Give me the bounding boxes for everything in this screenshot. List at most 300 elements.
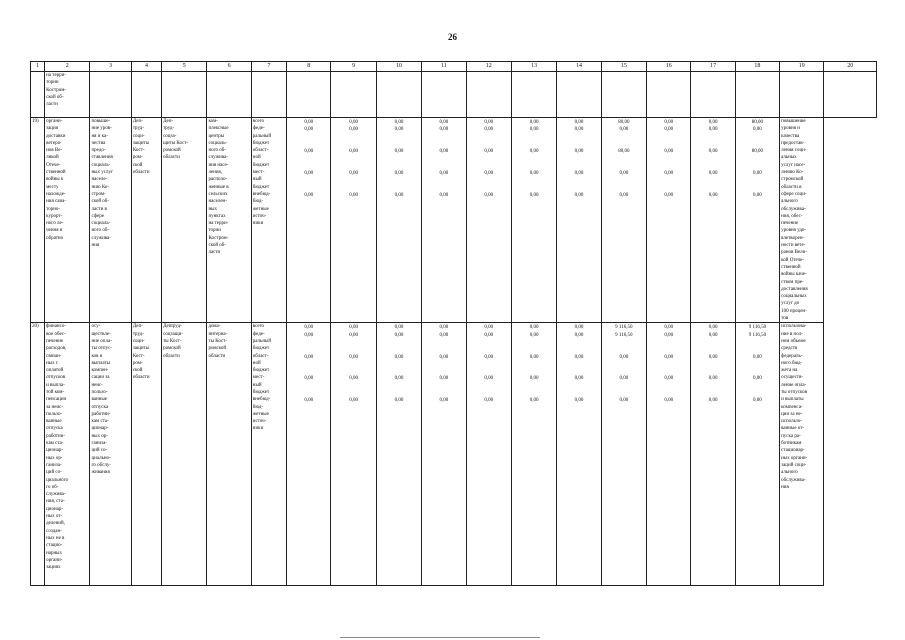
table-cell bbox=[824, 72, 877, 118]
column-header: 18 bbox=[735, 62, 779, 72]
value-cell bbox=[511, 118, 556, 323]
cell-line: ного об- bbox=[91, 228, 110, 234]
cell-line: отпуска bbox=[91, 404, 109, 410]
cell-line: центры bbox=[208, 133, 225, 139]
cell-line: расходов, bbox=[46, 346, 67, 352]
funding-value: 0,00 bbox=[708, 120, 718, 125]
cell-line: ванные bbox=[46, 419, 62, 425]
cell-line: войны к bbox=[46, 177, 64, 183]
value-cell bbox=[422, 118, 466, 323]
cell-line: служива- bbox=[208, 155, 228, 161]
column-header: 19 bbox=[780, 62, 824, 72]
cell-line: защиты bbox=[132, 140, 150, 146]
funding-value: 0,00 bbox=[304, 376, 314, 382]
cell-line: ральный bbox=[252, 133, 272, 139]
cell-line: ных bbox=[208, 206, 217, 212]
text-cell-col2 bbox=[45, 118, 90, 323]
cell-line: труд- bbox=[132, 126, 144, 132]
funding-value: 0,00 bbox=[619, 127, 629, 133]
cell-line: ной bbox=[252, 360, 261, 366]
value-cell bbox=[422, 323, 466, 586]
cell-line: пользо- bbox=[91, 389, 108, 395]
cell-line: ния bbox=[91, 243, 100, 249]
funding-value: 0,00 bbox=[529, 325, 539, 331]
cell-line: Кост- bbox=[132, 148, 145, 154]
cell-line: сфере соци- bbox=[781, 191, 807, 197]
cell-line: работни- bbox=[91, 411, 111, 417]
cell-line: плексные bbox=[208, 126, 229, 132]
cell-line: стацио- bbox=[46, 543, 63, 549]
cell-line: ласти в bbox=[91, 206, 107, 212]
cell-line: ванные bbox=[91, 397, 107, 403]
cell-line: зациях bbox=[46, 565, 61, 571]
cell-line: ботникам bbox=[781, 441, 802, 447]
cell-line: ской об- bbox=[208, 243, 226, 249]
funding-value: 80,00 bbox=[751, 149, 764, 155]
funding-value: 0,00 bbox=[484, 332, 494, 338]
value-cell bbox=[511, 323, 556, 586]
funding-value: 0,00 bbox=[664, 171, 674, 177]
cell-line: и выплаты bbox=[781, 397, 804, 403]
table-cell bbox=[466, 72, 511, 118]
funding-value: 0,00 bbox=[708, 332, 718, 338]
item-number bbox=[31, 323, 45, 586]
cell-line: ством пре- bbox=[781, 279, 804, 285]
cell-line: ромской bbox=[208, 346, 227, 352]
cell-line: войны каче- bbox=[781, 272, 807, 278]
cell-line: ставления bbox=[91, 155, 113, 161]
table-cell bbox=[45, 72, 90, 118]
value-cell bbox=[376, 118, 421, 323]
column-header: 4 bbox=[131, 62, 161, 72]
cell-line: Депtруд- bbox=[163, 324, 182, 330]
cell-line: внебюд- bbox=[252, 191, 271, 197]
cell-line: социаль- bbox=[91, 221, 111, 227]
funding-value: 0,00 bbox=[753, 171, 762, 177]
value-cell bbox=[735, 323, 779, 586]
value-cell bbox=[557, 118, 601, 323]
cell-line: ласти bbox=[46, 102, 58, 108]
cell-line: на терри- bbox=[208, 221, 229, 227]
cell-line: вое обес- bbox=[46, 331, 66, 337]
cell-line: бюд- bbox=[252, 199, 264, 205]
cell-line: циального bbox=[46, 477, 69, 483]
column-header: 15 bbox=[601, 62, 646, 72]
funding-value: 0,00 bbox=[484, 149, 494, 155]
cell-line: финансо- bbox=[46, 324, 66, 330]
cell-line: ных ор- bbox=[46, 455, 63, 461]
cell-line: влетворен- bbox=[781, 235, 805, 241]
cell-line: повыше- bbox=[91, 119, 111, 124]
cell-line: труд- bbox=[132, 331, 144, 337]
funding-value: 0,00 bbox=[394, 354, 404, 360]
value-cell bbox=[691, 323, 735, 586]
table-cell bbox=[31, 72, 45, 118]
funding-value: 0,00 bbox=[394, 127, 404, 133]
table-cell bbox=[287, 72, 331, 118]
table-cell bbox=[90, 72, 131, 118]
cell-line: бюджет bbox=[252, 162, 270, 168]
funding-value: 0,00 bbox=[439, 398, 449, 404]
cell-line: социальных bbox=[781, 294, 807, 300]
header-row bbox=[31, 62, 877, 72]
funding-value: 0,00 bbox=[349, 120, 358, 125]
cell-line: ветера- bbox=[46, 140, 62, 146]
cell-line: ного ле- bbox=[46, 221, 64, 227]
continuation-row bbox=[31, 72, 877, 118]
funding-value: 0,00 bbox=[304, 149, 314, 155]
table-cell bbox=[331, 72, 376, 118]
cell-line: соцзащи- bbox=[163, 331, 183, 337]
column-header: 8 bbox=[287, 62, 331, 72]
cell-line: ления, bbox=[208, 170, 223, 176]
cell-line: феде- bbox=[252, 331, 265, 337]
funding-value: 0,00 bbox=[619, 354, 629, 360]
funding-value: 0,00 bbox=[708, 325, 718, 331]
cell-line: ласти bbox=[208, 250, 221, 256]
column-header: 16 bbox=[647, 62, 691, 72]
cell-line: област- bbox=[252, 353, 269, 359]
cell-line: кам ста- bbox=[46, 441, 64, 447]
cell-line: ской об- bbox=[46, 94, 64, 100]
funding-value: 0,00 bbox=[574, 149, 584, 155]
cell-line: компенса- bbox=[781, 404, 803, 410]
cell-line: доставления bbox=[781, 286, 808, 292]
column-header: 5 bbox=[162, 62, 207, 72]
cell-line: использова- bbox=[781, 324, 807, 330]
cell-line: нов Ве- bbox=[46, 148, 63, 154]
cell-line: предо- bbox=[91, 148, 106, 154]
funding-value: 0,00 bbox=[484, 193, 494, 198]
cell-line: ской об- bbox=[91, 199, 110, 205]
value-cell bbox=[466, 118, 511, 323]
column-header: 12 bbox=[466, 62, 511, 72]
cell-line: населе- bbox=[91, 177, 108, 183]
column-header: 9 bbox=[331, 62, 376, 72]
cell-line: нарных bbox=[46, 550, 63, 556]
cell-line: повышение bbox=[781, 119, 806, 124]
cell-line: ванные от- bbox=[781, 426, 805, 432]
value-cell bbox=[735, 118, 779, 323]
funding-value: 0,00 bbox=[619, 398, 629, 404]
funding-value: 0,00 bbox=[529, 354, 539, 360]
cell-line: ционар- bbox=[46, 448, 64, 454]
cell-line: средств bbox=[781, 346, 798, 352]
cell-line: соци- bbox=[132, 133, 145, 139]
text-cell-col5 bbox=[162, 323, 207, 586]
cell-line: и выпла- bbox=[46, 382, 65, 388]
cell-line: ты Кост- bbox=[208, 338, 228, 344]
cell-line: торно- bbox=[46, 206, 61, 212]
funding-value: 0,00 bbox=[753, 398, 762, 404]
cell-line: жетные bbox=[252, 206, 269, 212]
cell-line: ской bbox=[132, 368, 143, 374]
funding-value: 0,00 bbox=[439, 325, 449, 331]
funding-value: 0,00 bbox=[529, 171, 539, 177]
cell-line: использо- bbox=[781, 419, 803, 425]
cell-line: феде- bbox=[252, 126, 265, 132]
cell-line: живания bbox=[91, 470, 110, 476]
cell-line: ление опла- bbox=[781, 382, 807, 388]
funding-value: 0,00 bbox=[349, 149, 358, 155]
funding-value: 0,00 bbox=[619, 193, 629, 198]
cell-line: осуществ- bbox=[781, 375, 804, 381]
value-cell bbox=[601, 118, 646, 323]
funding-value: 0,00 bbox=[529, 376, 539, 382]
cell-line: печение bbox=[781, 221, 799, 227]
table-cell bbox=[162, 72, 207, 118]
cell-line: щиты Кост- bbox=[163, 140, 189, 146]
funding-value: 0,00 bbox=[484, 354, 494, 360]
table-cell bbox=[780, 72, 824, 118]
cell-line: ственной bbox=[46, 170, 66, 176]
value-cell bbox=[331, 118, 376, 323]
cell-line: области bbox=[163, 353, 180, 359]
cell-line: источ- bbox=[252, 213, 267, 219]
cell-line: тории bbox=[46, 80, 59, 86]
cell-line: ской bbox=[132, 162, 143, 168]
cell-line: ной bbox=[252, 155, 261, 161]
funding-value: 0,00 bbox=[529, 332, 539, 338]
funding-value: 80,00 bbox=[618, 120, 630, 125]
cell-line: ального bbox=[781, 199, 798, 205]
item-number-text: 20) bbox=[32, 324, 39, 330]
funding-value: 0,00 bbox=[439, 171, 449, 177]
funding-value: 0,00 bbox=[529, 127, 539, 133]
cell-line: дома- bbox=[208, 324, 221, 330]
cell-line: месту bbox=[46, 184, 59, 190]
cell-line: ние опла- bbox=[91, 338, 112, 344]
cell-line: услуг насе- bbox=[781, 162, 806, 168]
value-cell bbox=[331, 323, 376, 586]
item-number bbox=[31, 118, 45, 323]
funding-value: 9 116,50 bbox=[615, 325, 633, 331]
cell-line: ления соци- bbox=[781, 148, 807, 154]
cell-line: тории bbox=[208, 228, 221, 234]
funding-value: 0,00 bbox=[574, 376, 584, 382]
cell-line: служива- bbox=[91, 235, 111, 241]
cell-line: делений, bbox=[46, 521, 65, 527]
cell-line: мест- bbox=[252, 170, 265, 176]
cell-line: чества bbox=[91, 140, 106, 146]
cell-line: ции за не- bbox=[781, 411, 803, 417]
item-number-text: 19) bbox=[32, 119, 39, 124]
cell-line: обслужива- bbox=[781, 477, 806, 483]
funding-value: 0,00 bbox=[529, 193, 539, 198]
cell-line: пенсации bbox=[46, 397, 67, 403]
funding-value: 0,00 bbox=[439, 193, 449, 198]
cell-line: сельских bbox=[208, 191, 228, 197]
funding-value: 0,00 bbox=[304, 171, 314, 177]
value-cell bbox=[287, 118, 331, 323]
text-cell-col3 bbox=[90, 118, 131, 323]
cell-line: ных не в bbox=[46, 535, 65, 541]
cell-line: той ком- bbox=[46, 389, 65, 395]
funding-value: 0,00 bbox=[529, 120, 539, 125]
funding-value: 9 116,50 bbox=[748, 332, 767, 338]
cell-line: доставки bbox=[46, 133, 66, 139]
column-header: 13 bbox=[511, 62, 556, 72]
expected-result bbox=[780, 118, 824, 323]
cell-line: ционар- bbox=[91, 426, 109, 432]
cell-line: кам ста- bbox=[91, 419, 109, 425]
cell-line: отпуска bbox=[46, 426, 63, 432]
cell-line: бюджет bbox=[252, 140, 270, 146]
cell-line: жетные bbox=[252, 411, 269, 417]
cell-line: выплаты bbox=[91, 360, 111, 366]
text-cell-col6 bbox=[207, 118, 251, 323]
footer-rule bbox=[340, 637, 540, 638]
funding-value: 0,00 bbox=[708, 171, 718, 177]
cell-line: федераль- bbox=[781, 353, 803, 359]
cell-line: ального bbox=[781, 470, 798, 476]
cell-line: услуг до bbox=[781, 301, 800, 307]
cell-line: оплатой bbox=[46, 368, 64, 374]
cell-line: ромской bbox=[163, 346, 181, 352]
cell-line: нию Ко- bbox=[91, 184, 110, 190]
funding-value: 0,00 bbox=[349, 193, 358, 198]
table-cell bbox=[735, 72, 779, 118]
cell-line: ние в пол- bbox=[781, 331, 803, 337]
cell-line: ности вете- bbox=[781, 243, 806, 249]
cell-line: Костром- bbox=[208, 235, 229, 241]
value-cell bbox=[376, 323, 421, 586]
funding-value: 0,00 bbox=[349, 376, 358, 382]
cell-line: ков и bbox=[91, 353, 103, 359]
cell-line: области bbox=[132, 170, 150, 176]
cell-line: обслужива- bbox=[781, 206, 806, 212]
cell-line: органи- bbox=[46, 557, 63, 563]
cell-line: лению Ко- bbox=[781, 170, 804, 176]
funding-value: 0,00 bbox=[708, 127, 718, 133]
cell-line: стационар- bbox=[781, 448, 805, 454]
value-cell bbox=[601, 323, 646, 586]
funding-value: 0,00 bbox=[349, 398, 358, 404]
cell-line: области в bbox=[781, 184, 802, 190]
cell-line: ного бюд- bbox=[781, 360, 803, 366]
cell-line: жета на bbox=[781, 368, 798, 374]
column-header: 17 bbox=[691, 62, 735, 72]
cell-line: ных от- bbox=[46, 514, 63, 520]
text-cell-col5 bbox=[162, 118, 207, 323]
funding-value: 0,00 bbox=[664, 127, 674, 133]
funding-value: 0,00 bbox=[574, 127, 584, 133]
cell-line: ном объеме bbox=[781, 338, 806, 344]
funding-value: 0,00 bbox=[574, 171, 584, 177]
cell-line: ния сана- bbox=[46, 199, 67, 205]
cell-line: го обслу- bbox=[91, 462, 112, 468]
cell-line: связан- bbox=[46, 353, 62, 359]
cell-line: области bbox=[208, 353, 226, 359]
cell-line: печение bbox=[46, 338, 64, 344]
cell-line: осу- bbox=[91, 324, 101, 330]
funding-value: 0,00 bbox=[349, 325, 358, 331]
funding-value: 0,00 bbox=[439, 332, 449, 338]
funding-value: 0,00 bbox=[439, 120, 449, 125]
funding-value: 0,00 bbox=[304, 127, 314, 133]
table-cell bbox=[131, 72, 161, 118]
funding-value: 0,00 bbox=[619, 376, 629, 382]
funding-value: 0,00 bbox=[664, 193, 674, 198]
funding-value: 0,00 bbox=[574, 325, 584, 331]
cell-line: всего bbox=[252, 324, 265, 330]
funding-value: 0,00 bbox=[484, 171, 494, 177]
funding-value: 80,00 bbox=[618, 149, 630, 155]
cell-line: располо- bbox=[208, 177, 228, 183]
funding-value: 0,00 bbox=[304, 325, 314, 331]
cell-line: области bbox=[163, 155, 180, 161]
table-cell bbox=[376, 72, 421, 118]
program-table bbox=[30, 61, 877, 586]
funding-value: 0,00 bbox=[349, 171, 358, 177]
table-row bbox=[31, 118, 877, 323]
cell-line: курорт- bbox=[46, 213, 63, 219]
table-cell bbox=[207, 72, 251, 118]
cell-line: области bbox=[132, 375, 150, 381]
cell-line: сфере bbox=[91, 213, 104, 219]
value-cell bbox=[647, 118, 691, 323]
funding-value: 0,00 bbox=[753, 354, 762, 360]
cell-line: ния bbox=[781, 484, 789, 490]
value-cell bbox=[691, 118, 735, 323]
funding-value: 0,00 bbox=[664, 398, 674, 404]
cell-line: ральный bbox=[252, 338, 272, 344]
cell-line: го об- bbox=[46, 484, 59, 490]
cell-line: Отече- bbox=[46, 162, 61, 168]
cell-line: бюджет bbox=[252, 184, 270, 190]
cell-line: ние уров- bbox=[91, 126, 112, 132]
funding-value: 0,00 bbox=[574, 120, 584, 125]
funding-value: 9 116,50 bbox=[748, 325, 767, 331]
cell-line: чения и bbox=[46, 228, 63, 234]
cell-line: социаль- bbox=[91, 162, 111, 168]
text-cell-col6 bbox=[207, 323, 251, 586]
funding-value: 0,00 bbox=[708, 149, 718, 155]
cell-line: ния, обес- bbox=[781, 213, 803, 219]
column-header: 1 bbox=[31, 62, 45, 72]
funding-value: 0,00 bbox=[394, 398, 404, 404]
column-header: 20 bbox=[824, 62, 877, 72]
cell-line: Деп- bbox=[132, 324, 143, 330]
cell-line: ганиза- bbox=[46, 462, 62, 468]
funding-value: 0,00 bbox=[753, 127, 762, 133]
cell-line: ществле- bbox=[91, 331, 111, 337]
funding-value: 0,00 bbox=[664, 354, 674, 360]
cell-line: бюджет bbox=[252, 389, 270, 395]
cell-line: работни- bbox=[46, 433, 66, 439]
cell-line: ных с bbox=[46, 360, 59, 366]
cell-line: ром- bbox=[132, 155, 143, 161]
table-cell bbox=[422, 72, 466, 118]
cell-line: за неис- bbox=[46, 404, 64, 410]
funding-value: 0,00 bbox=[664, 332, 674, 338]
cell-line: ромской bbox=[163, 148, 181, 154]
table-cell bbox=[647, 72, 691, 118]
cell-line: ный bbox=[252, 382, 262, 388]
funding-value: 0,00 bbox=[574, 398, 584, 404]
cell-line: ты отпус- bbox=[91, 346, 112, 352]
text-cell-col7 bbox=[251, 118, 286, 323]
funding-value: 0,00 bbox=[664, 149, 674, 155]
cell-line: соцза- bbox=[163, 133, 177, 139]
column-header: 7 bbox=[251, 62, 286, 72]
funding-value: 0,00 bbox=[439, 149, 449, 155]
cell-line: Деп- bbox=[132, 119, 143, 124]
cell-line: ники bbox=[252, 221, 264, 227]
funding-value: 0,00 bbox=[484, 376, 494, 382]
cell-line: пуска ра- bbox=[781, 433, 801, 439]
funding-value: 0,00 bbox=[484, 120, 494, 125]
